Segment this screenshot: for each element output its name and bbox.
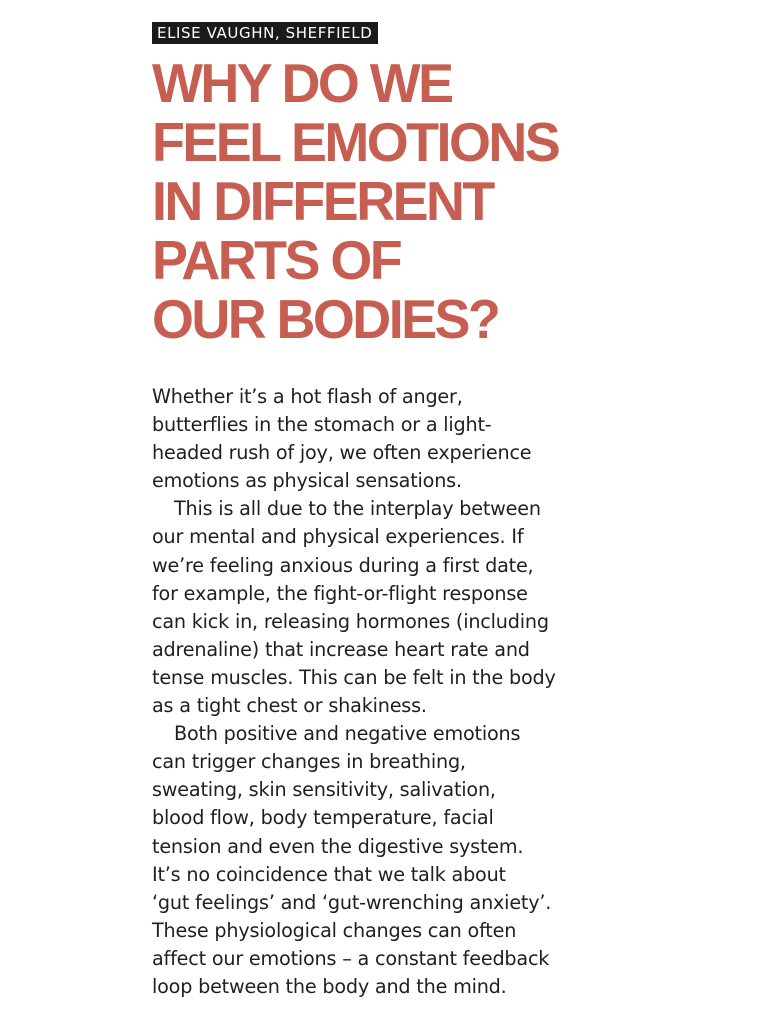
body-line: our mental and physical experiences. If bbox=[152, 525, 524, 549]
body-line: affect our emotions – a constant feedback bbox=[152, 946, 550, 970]
body-line: It’s no coincidence that we talk about bbox=[152, 862, 506, 886]
body-line: ‘gut feelings’ and ‘gut-wrenching anxiety’. bbox=[152, 890, 552, 914]
article-body bbox=[152, 383, 592, 1001]
headline-line: IN DIFFERENT bbox=[152, 170, 493, 232]
article bbox=[152, 22, 592, 1001]
body-line: sweating, skin sensitivity, salivation, bbox=[152, 778, 496, 802]
body-line: can trigger changes in breathing, bbox=[152, 750, 466, 774]
body-line: for example, the fight-or-flight response bbox=[152, 581, 528, 605]
headline-line: WHY DO WE bbox=[152, 52, 452, 114]
headline-line: PARTS OF bbox=[152, 229, 401, 291]
body-line: emotions as physical sensations. bbox=[152, 469, 462, 493]
headline-line: OUR BODIES? bbox=[152, 288, 499, 350]
body-line: Both positive and negative emotions bbox=[174, 722, 521, 746]
body-line: This is all due to the interplay between bbox=[174, 497, 541, 521]
body-line: These physiological changes can often bbox=[152, 918, 517, 942]
body-line: as a tight chest or shakiness. bbox=[152, 694, 427, 718]
body-line: loop between the body and the mind. bbox=[152, 974, 507, 998]
body-line: we’re feeling anxious during a first date, bbox=[152, 553, 534, 577]
body-line: Whether it’s a hot flash of anger, bbox=[152, 385, 463, 408]
body-line: tense muscles. This can be felt in the body bbox=[152, 665, 556, 689]
body-line: headed rush of joy, we often experience bbox=[152, 441, 532, 465]
body-line: butterflies in the stomach or a light- bbox=[152, 413, 492, 437]
body-line: tension and even the digestive system. bbox=[152, 834, 524, 858]
headline-line: FEEL EMOTIONS bbox=[152, 111, 559, 173]
body-line: adrenaline) that increase heart rate and bbox=[152, 637, 530, 661]
body-line: blood flow, body temperature, facial bbox=[152, 806, 494, 830]
body-line: can kick in, releasing hormones (including bbox=[152, 609, 549, 633]
article-headline bbox=[152, 54, 583, 349]
author-byline: ELISE VAUGHN, SHEFFIELD bbox=[152, 22, 378, 44]
